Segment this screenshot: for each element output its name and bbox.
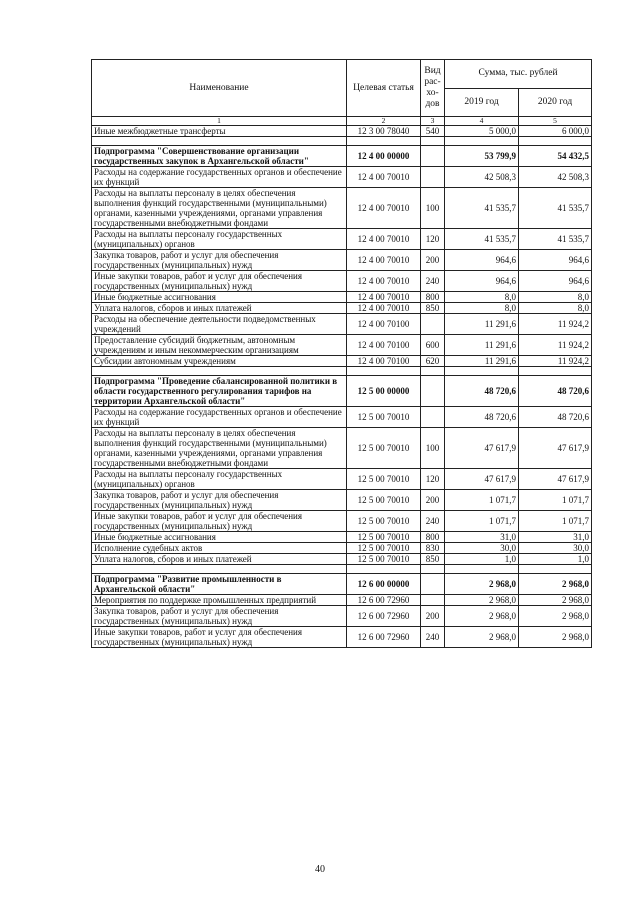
table-row xyxy=(92,469,592,490)
cell-v2019: 2 968,0 xyxy=(445,606,519,627)
cell-v2020: 48 720,6 xyxy=(519,407,592,428)
spacer-cell xyxy=(92,565,347,574)
cell-v2020: 8,0 xyxy=(519,303,592,314)
cell-v2019: 1,0 xyxy=(445,554,519,565)
cell-v2020: 1 071,7 xyxy=(519,511,592,532)
cell-name: Расходы на выплаты персоналу в целях обеспечения выполнения функций государственными (муниципальными) органами, казенными учреждениями, органами управления государственными внебюджетными фондами xyxy=(92,428,347,469)
cell-v2020: 47 617,9 xyxy=(519,469,592,490)
cell-type: 240 xyxy=(421,627,445,648)
cell-name: Закупка товаров, работ и услуг для обеспечения государственных (муниципальных) нужд xyxy=(92,490,347,511)
subprogram-row xyxy=(92,574,592,595)
table-row xyxy=(92,490,592,511)
spacer-cell xyxy=(421,565,445,574)
cell-name: Подпрограмма "Развитие промышленности в Архангельской области" xyxy=(92,574,347,595)
cell-name: Иные закупки товаров, работ и услуг для обеспечения государственных (муниципальных) нужд xyxy=(92,511,347,532)
cell-name: Закупка товаров, работ и услуг для обеспечения государственных (муниципальных) нужд xyxy=(92,606,347,627)
table-row xyxy=(92,167,592,188)
cell-v2020: 2 968,0 xyxy=(519,606,592,627)
cell-type xyxy=(421,314,445,335)
cell-code: 12 4 00 70010 xyxy=(347,292,421,303)
cell-v2020: 30,0 xyxy=(519,543,592,554)
cell-name: Предоставление субсидий бюджетным, автономным учреждениям и иным некоммерческим организациям xyxy=(92,335,347,356)
cell-v2019: 8,0 xyxy=(445,292,519,303)
table-row xyxy=(92,543,592,554)
cell-v2019: 8,0 xyxy=(445,303,519,314)
cell-v2019: 11 291,6 xyxy=(445,314,519,335)
cell-v2020: 41 535,7 xyxy=(519,188,592,229)
header-2019: 2019 год xyxy=(445,88,519,117)
spacer-cell xyxy=(347,367,421,376)
col-number: 1 xyxy=(92,117,347,126)
cell-v2019: 47 617,9 xyxy=(445,469,519,490)
cell-v2020: 41 535,7 xyxy=(519,229,592,250)
table-row xyxy=(92,356,592,367)
col-number: 4 xyxy=(445,117,519,126)
budget-table xyxy=(91,59,592,648)
cell-v2019: 41 535,7 xyxy=(445,229,519,250)
spacer-cell xyxy=(92,367,347,376)
cell-code: 12 4 00 70100 xyxy=(347,335,421,356)
cell-v2020: 2 968,0 xyxy=(519,574,592,595)
cell-v2019: 41 535,7 xyxy=(445,188,519,229)
cell-v2019: 964,6 xyxy=(445,250,519,271)
cell-v2020: 964,6 xyxy=(519,271,592,292)
cell-v2019: 30,0 xyxy=(445,543,519,554)
cell-type: 850 xyxy=(421,303,445,314)
cell-name: Уплата налогов, сборов и иных платежей xyxy=(92,303,347,314)
col-number: 3 xyxy=(421,117,445,126)
cell-type: 240 xyxy=(421,511,445,532)
cell-v2020: 6 000,0 xyxy=(519,126,592,137)
cell-type: 200 xyxy=(421,250,445,271)
cell-type: 620 xyxy=(421,356,445,367)
spacer-row xyxy=(92,565,592,574)
table-row xyxy=(92,627,592,648)
subprogram-row xyxy=(92,146,592,167)
spacer-cell xyxy=(347,137,421,146)
table-row xyxy=(92,532,592,543)
table-row xyxy=(92,335,592,356)
spacer-cell xyxy=(421,137,445,146)
cell-v2019: 48 720,6 xyxy=(445,376,519,407)
spacer-row xyxy=(92,367,592,376)
cell-v2020: 2 968,0 xyxy=(519,595,592,606)
cell-code: 12 5 00 70010 xyxy=(347,511,421,532)
table-row xyxy=(92,554,592,565)
table-row xyxy=(92,595,592,606)
cell-v2019: 1 071,7 xyxy=(445,511,519,532)
cell-v2020: 11 924,2 xyxy=(519,335,592,356)
cell-code: 12 4 00 70100 xyxy=(347,356,421,367)
cell-type: 540 xyxy=(421,126,445,137)
cell-type: 800 xyxy=(421,532,445,543)
cell-code: 12 5 00 70010 xyxy=(347,543,421,554)
header-code: Целевая статья xyxy=(347,60,421,117)
cell-name: Иные межбюджетные трансферты xyxy=(92,126,347,137)
header-name: Наименование xyxy=(92,60,347,117)
spacer-row xyxy=(92,137,592,146)
cell-v2020: 11 924,2 xyxy=(519,356,592,367)
cell-type: 200 xyxy=(421,490,445,511)
cell-code: 12 4 00 70010 xyxy=(347,188,421,229)
table-row xyxy=(92,606,592,627)
col-number: 2 xyxy=(347,117,421,126)
cell-name: Закупка товаров, работ и услуг для обеспечения государственных (муниципальных) нужд xyxy=(92,250,347,271)
cell-v2019: 48 720,6 xyxy=(445,407,519,428)
cell-v2019: 31,0 xyxy=(445,532,519,543)
cell-code: 12 5 00 70010 xyxy=(347,407,421,428)
cell-type: 200 xyxy=(421,606,445,627)
table-row xyxy=(92,271,592,292)
cell-code: 12 4 00 70010 xyxy=(347,303,421,314)
cell-name: Мероприятия по поддержке промышленных предприятий xyxy=(92,595,347,606)
cell-type: 850 xyxy=(421,554,445,565)
cell-v2020: 964,6 xyxy=(519,250,592,271)
header-type: Вид рас- хо- дов xyxy=(421,60,445,117)
cell-v2019: 42 508,3 xyxy=(445,167,519,188)
spacer-cell xyxy=(519,367,592,376)
cell-code: 12 5 00 70010 xyxy=(347,554,421,565)
table-row xyxy=(92,407,592,428)
spacer-cell xyxy=(519,137,592,146)
cell-v2020: 48 720,6 xyxy=(519,376,592,407)
cell-code: 12 5 00 70010 xyxy=(347,490,421,511)
cell-v2019: 11 291,6 xyxy=(445,335,519,356)
cell-v2020: 47 617,9 xyxy=(519,428,592,469)
cell-name: Расходы на выплаты персоналу в целях обеспечения выполнения функций государственными (муниципальными) органами, казенными учреждениями, органами управления государственными внебюджетными фондами xyxy=(92,188,347,229)
subprogram-row xyxy=(92,376,592,407)
cell-code: 12 6 00 00000 xyxy=(347,574,421,595)
cell-v2019: 47 617,9 xyxy=(445,428,519,469)
cell-name: Иные бюджетные ассигнования xyxy=(92,292,347,303)
table-row xyxy=(92,428,592,469)
cell-v2020: 11 924,2 xyxy=(519,314,592,335)
header-sum: Сумма, тыс. рублей xyxy=(445,60,592,89)
cell-type xyxy=(421,407,445,428)
cell-type xyxy=(421,167,445,188)
cell-v2019: 2 968,0 xyxy=(445,574,519,595)
cell-name: Подпрограмма "Совершенствование организации государственных закупок в Архангельской области" xyxy=(92,146,347,167)
cell-code: 12 5 00 70010 xyxy=(347,428,421,469)
cell-v2019: 11 291,6 xyxy=(445,356,519,367)
cell-v2020: 8,0 xyxy=(519,292,592,303)
header-2020: 2020 год xyxy=(519,88,592,117)
cell-code: 12 4 00 70010 xyxy=(347,271,421,292)
cell-name: Исполнение судебных актов xyxy=(92,543,347,554)
cell-code: 12 6 00 72960 xyxy=(347,627,421,648)
cell-v2020: 2 968,0 xyxy=(519,627,592,648)
cell-v2020: 31,0 xyxy=(519,532,592,543)
table-row xyxy=(92,126,592,137)
cell-name: Уплата налогов, сборов и иных платежей xyxy=(92,554,347,565)
cell-type xyxy=(421,146,445,167)
cell-type: 240 xyxy=(421,271,445,292)
cell-v2019: 2 968,0 xyxy=(445,595,519,606)
cell-code: 12 5 00 70010 xyxy=(347,469,421,490)
col-number: 5 xyxy=(519,117,592,126)
cell-v2020: 1,0 xyxy=(519,554,592,565)
cell-v2019: 5 000,0 xyxy=(445,126,519,137)
spacer-cell xyxy=(347,565,421,574)
cell-code: 12 5 00 70010 xyxy=(347,532,421,543)
cell-code: 12 6 00 72960 xyxy=(347,606,421,627)
cell-v2020: 42 508,3 xyxy=(519,167,592,188)
cell-name: Расходы на содержание государственных органов и обеспечение их функций xyxy=(92,167,347,188)
cell-v2019: 1 071,7 xyxy=(445,490,519,511)
cell-code: 12 6 00 72960 xyxy=(347,595,421,606)
table-row xyxy=(92,250,592,271)
cell-code: 12 4 00 70100 xyxy=(347,314,421,335)
cell-code: 12 3 00 78040 xyxy=(347,126,421,137)
spacer-cell xyxy=(445,367,519,376)
cell-type: 120 xyxy=(421,229,445,250)
spacer-cell xyxy=(445,565,519,574)
cell-code: 12 4 00 70010 xyxy=(347,250,421,271)
cell-type: 100 xyxy=(421,188,445,229)
cell-name: Расходы на выплаты персоналу государственных (муниципальных) органов xyxy=(92,469,347,490)
cell-type xyxy=(421,376,445,407)
spacer-cell xyxy=(421,367,445,376)
cell-v2020: 54 432,5 xyxy=(519,146,592,167)
cell-name: Иные закупки товаров, работ и услуг для обеспечения государственных (муниципальных) нужд xyxy=(92,271,347,292)
cell-code: 12 4 00 70010 xyxy=(347,229,421,250)
cell-v2020: 1 071,7 xyxy=(519,490,592,511)
cell-type: 120 xyxy=(421,469,445,490)
cell-v2019: 964,6 xyxy=(445,271,519,292)
table-row xyxy=(92,511,592,532)
cell-name: Подпрограмма "Проведение сбалансированной политики в области государственного регулирования тарифов на территории Архангельской области" xyxy=(92,376,347,407)
cell-type: 800 xyxy=(421,292,445,303)
cell-name: Расходы на обеспечение деятельности подведомственных учреждений xyxy=(92,314,347,335)
cell-name: Иные бюджетные ассигнования xyxy=(92,532,347,543)
table-row xyxy=(92,303,592,314)
cell-code: 12 4 00 00000 xyxy=(347,146,421,167)
cell-type: 600 xyxy=(421,335,445,356)
cell-type xyxy=(421,595,445,606)
cell-name: Расходы на выплаты персоналу государственных (муниципальных) органов xyxy=(92,229,347,250)
cell-code: 12 5 00 00000 xyxy=(347,376,421,407)
cell-name: Субсидии автономным учреждениям xyxy=(92,356,347,367)
table-body xyxy=(92,126,592,648)
spacer-cell xyxy=(445,137,519,146)
cell-type: 830 xyxy=(421,543,445,554)
table-row xyxy=(92,314,592,335)
cell-type: 100 xyxy=(421,428,445,469)
cell-name: Расходы на содержание государственных органов и обеспечение их функций xyxy=(92,407,347,428)
table-row xyxy=(92,188,592,229)
page-number: 40 xyxy=(315,864,325,875)
table-row xyxy=(92,229,592,250)
cell-code: 12 4 00 70010 xyxy=(347,167,421,188)
table-row xyxy=(92,292,592,303)
spacer-cell xyxy=(519,565,592,574)
cell-v2019: 53 799,9 xyxy=(445,146,519,167)
cell-name: Иные закупки товаров, работ и услуг для обеспечения государственных (муниципальных) нужд xyxy=(92,627,347,648)
cell-v2019: 2 968,0 xyxy=(445,627,519,648)
spacer-cell xyxy=(92,137,347,146)
cell-type xyxy=(421,574,445,595)
